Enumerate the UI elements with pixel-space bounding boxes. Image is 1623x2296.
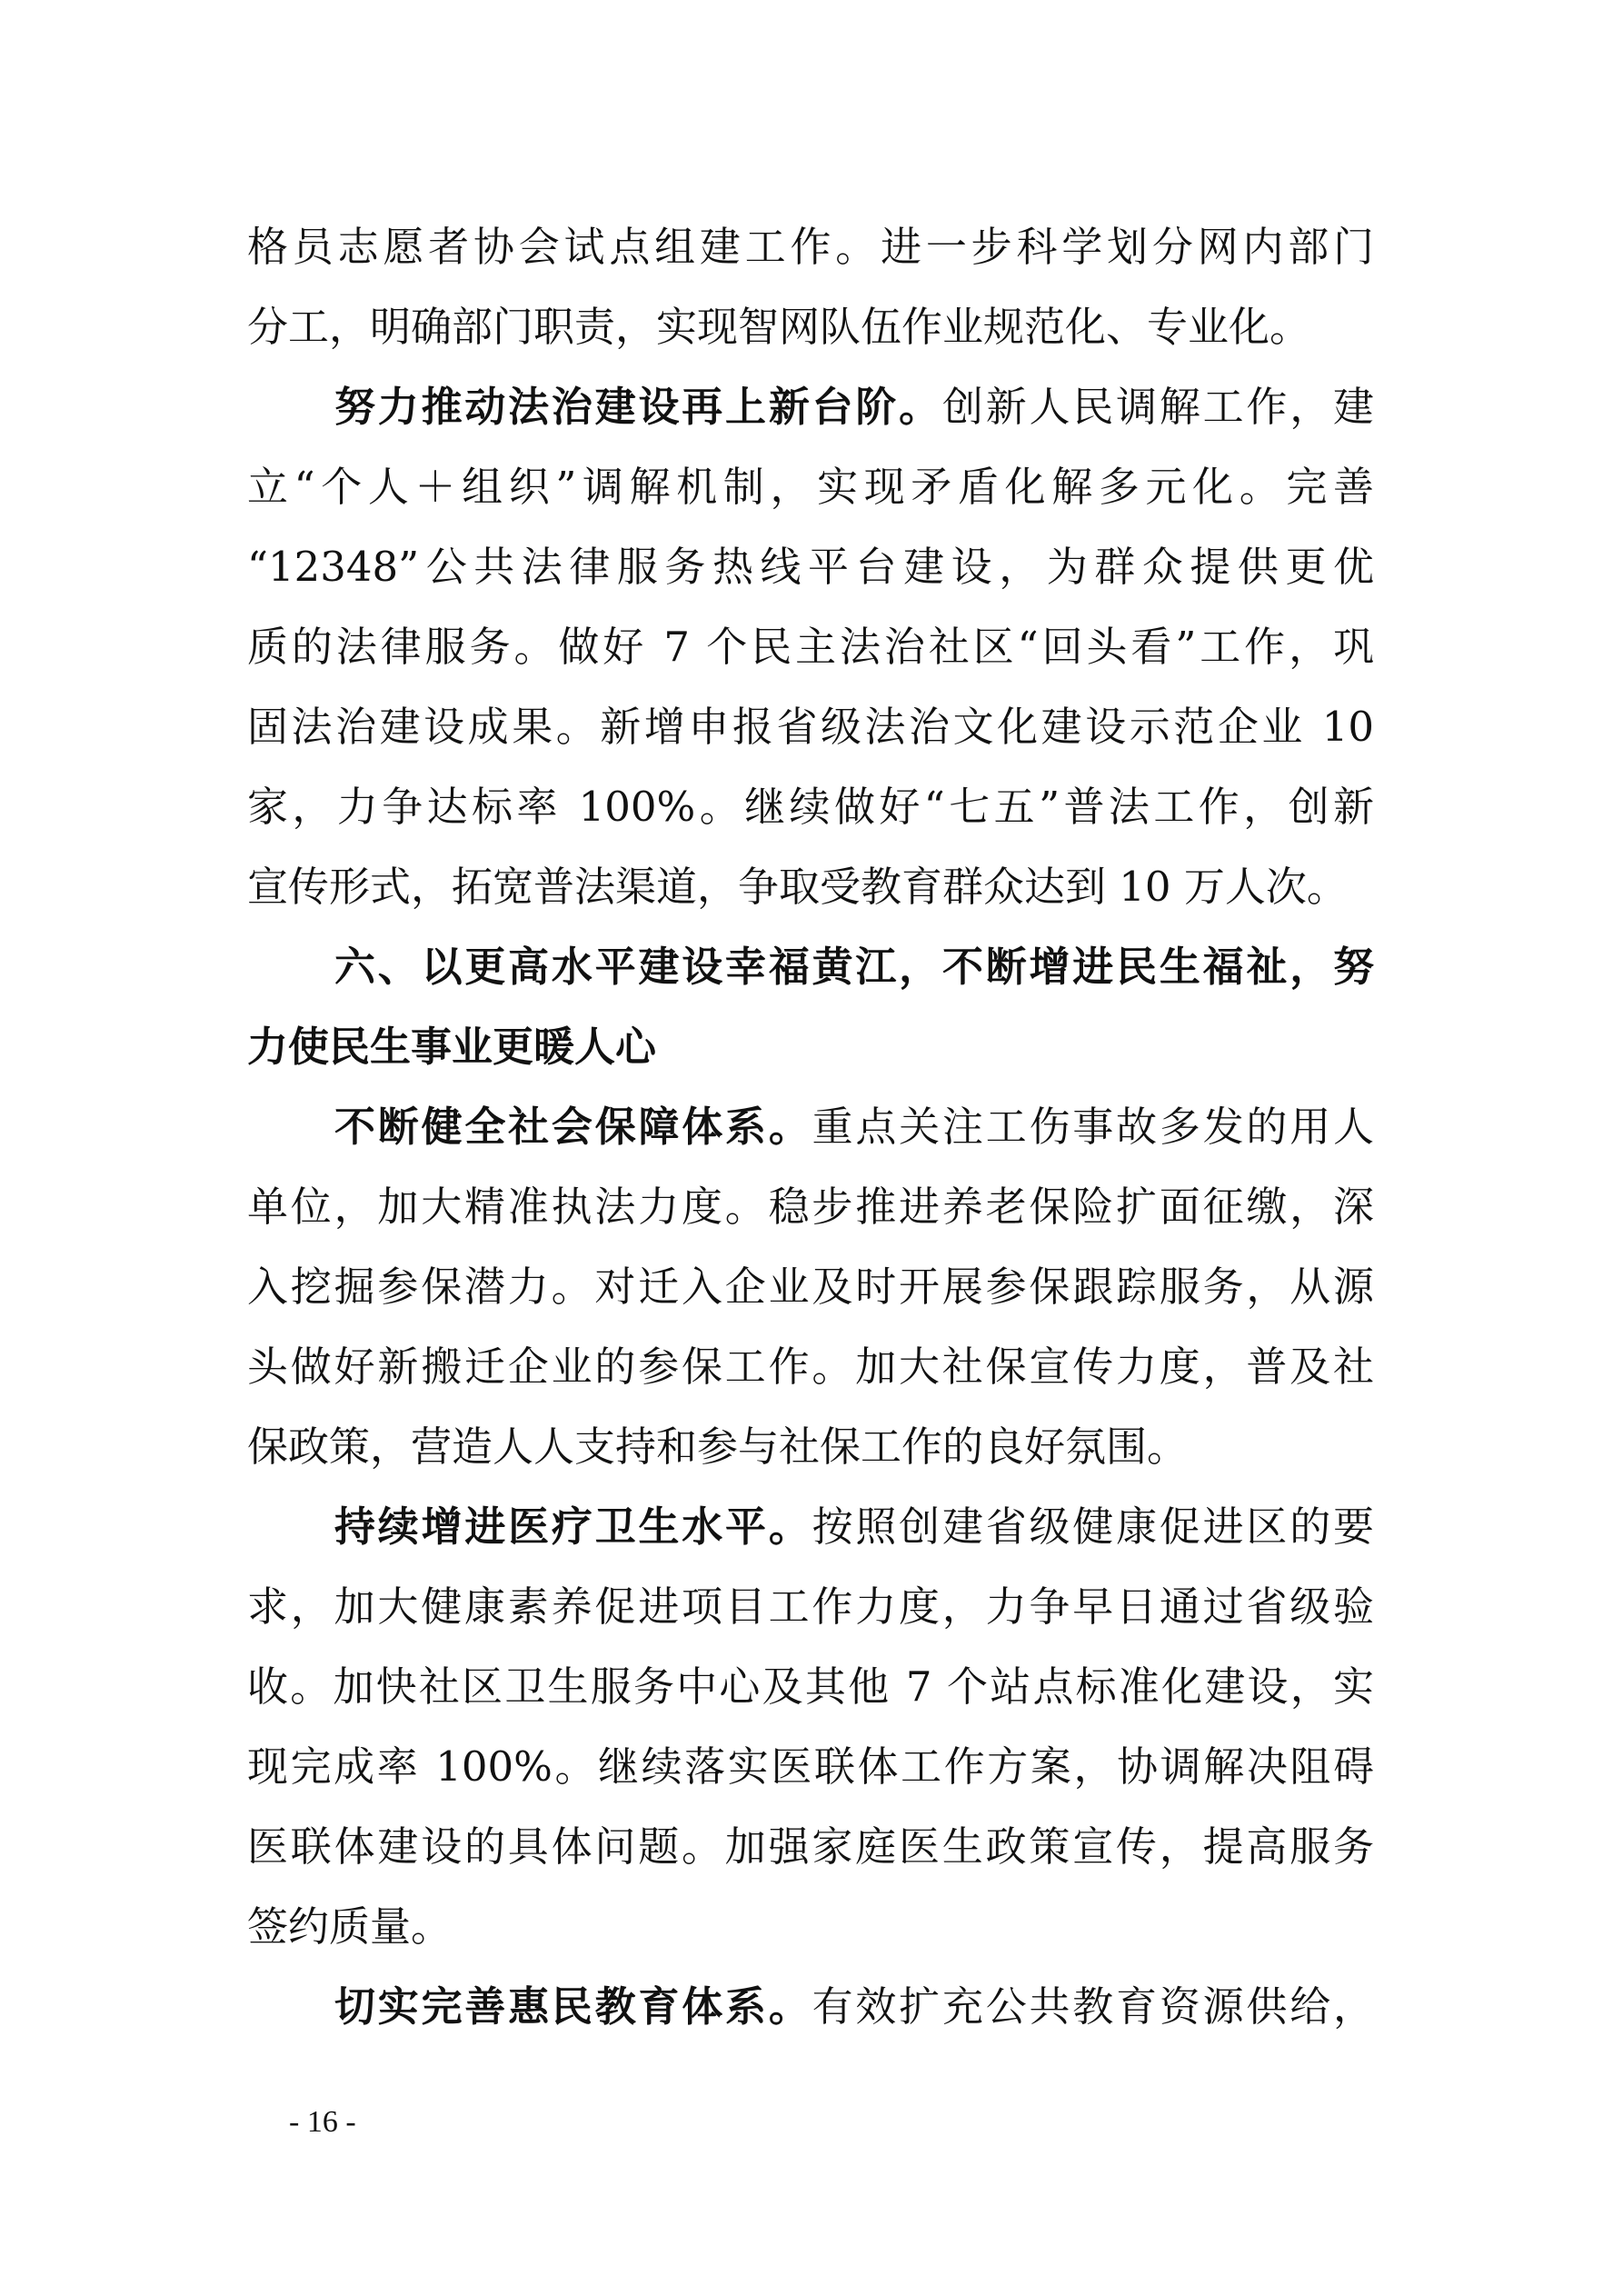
- section-heading: 力使民生事业更暖人心: [247, 1023, 657, 1071]
- paragraph-line: 收。加快社区卫生服务中心及其他 7 个站点标准化建设，实: [247, 1662, 1374, 1711]
- paragraph-text: 按照创建省级健康促进区的要: [812, 1502, 1374, 1551]
- paragraph-text: 创新人民调解工作，建: [941, 383, 1374, 431]
- paragraph-line: 宣传形式，拓宽普法渠道，争取受教育群众达到 10 万人次。: [247, 863, 1348, 911]
- paragraph-line: “12348”公共法律服务热线平台建设，为群众提供更优: [247, 543, 1374, 591]
- paragraph-line: 单位，加大精准执法力度。稳步推进养老保险扩面征缴，深: [247, 1183, 1374, 1231]
- paragraph-lead: 努力推动法治建设再上新台阶。: [334, 383, 942, 431]
- paragraph-line: 入挖掘参保潜力。对迁入企业及时开展参保跟踪服务，从源: [247, 1263, 1374, 1311]
- section-heading: 六、以更高水平建设幸福黄江，不断增进民生福祉，努: [334, 943, 1374, 991]
- paragraph-line: 分工，明确部门职责，实现智网队伍作业规范化、专业化。: [247, 303, 1311, 351]
- paragraph-lead: 切实完善惠民教育体系。: [334, 1982, 812, 2031]
- paragraph-line: 立“个人＋组织”调解机制，实现矛盾化解多元化。完善: [247, 463, 1374, 511]
- paragraph-lead: 不断健全社会保障体系。: [334, 1103, 812, 1151]
- paragraph-line: 头做好新搬迁企业的参保工作。加大社保宣传力度，普及社: [247, 1343, 1374, 1391]
- paragraph-lead: 持续增进医疗卫生水平。: [334, 1502, 812, 1551]
- paragraph-line: 格员志愿者协会试点组建工作。进一步科学划分网内部门: [247, 223, 1374, 271]
- paragraph-text: 重点关注工伤事故多发的用人: [812, 1103, 1374, 1151]
- paragraph-text: 有效扩充公共教育资源供给，: [812, 1982, 1374, 2031]
- paragraph-line: 医联体建设的具体问题。加强家庭医生政策宣传，提高服务: [247, 1822, 1374, 1871]
- paragraph-line: [247, 367, 1374, 447]
- paragraph-line: 签约质量。: [247, 1902, 453, 1951]
- paragraph-line: [247, 1487, 1374, 1567]
- paragraph-line: [247, 1967, 1374, 2047]
- paragraph-line: 现完成率 100%。继续落实医联体工作方案，协调解决阻碍: [247, 1742, 1374, 1791]
- document-body: [247, 207, 1374, 2047]
- paragraph-line: 保政策，营造人人支持和参与社保工作的良好氛围。: [247, 1423, 1189, 1471]
- paragraph-line: 质的法律服务。做好 7 个民主法治社区“回头看”工作，巩: [247, 623, 1374, 671]
- paragraph-line: [247, 1087, 1374, 1167]
- paragraph-line: 固法治建设成果。新增申报省级法治文化建设示范企业 10: [247, 703, 1374, 751]
- paragraph-line: 求，加大健康素养促进项目工作力度，力争早日通过省级验: [247, 1582, 1374, 1631]
- paragraph-line: 家，力争达标率 100%。继续做好“七五”普法工作，创新: [247, 783, 1374, 831]
- page-number: - 16 -: [289, 2105, 356, 2139]
